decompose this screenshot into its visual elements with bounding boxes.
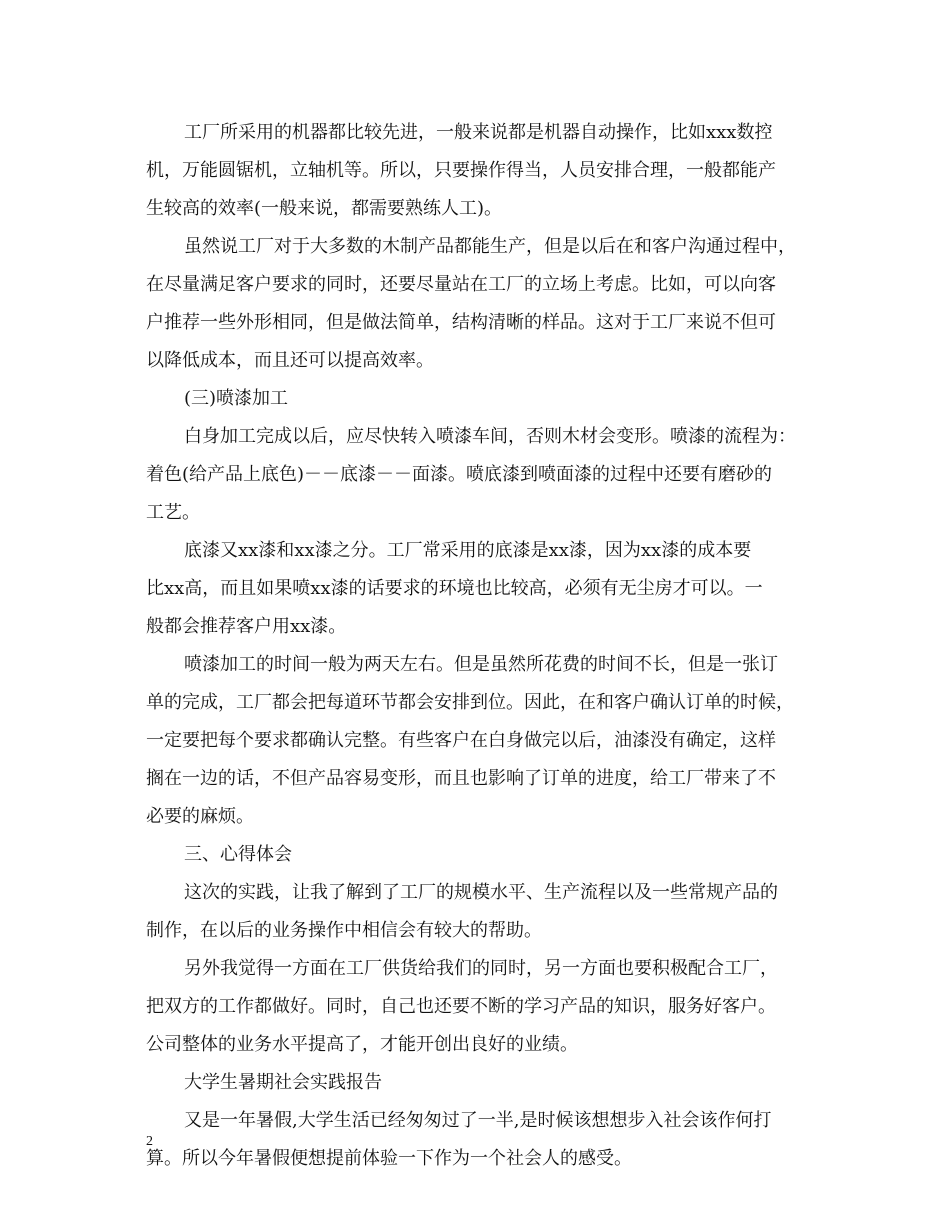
paragraph-line: 着色(给产品上底色)－－底漆－－面漆。喷底漆到喷面漆的过程中还要有磨砂的 [146,464,773,485]
paragraph-line: 虽然说工厂对于大多数的木制产品都能生产，但是以后在和客户沟通过程中， [184,236,796,257]
paragraph-line: 比xx高，而且如果喷xx漆的话要求的环境也比较高，必须有无尘房才可以。一 [146,578,763,599]
paragraph-line: 以降低成本，而且还可以提高效率。 [146,350,434,371]
paragraph-line: 这次的实践，让我了解到了工厂的规模水平、生产流程以及一些常规产品的 [184,882,778,903]
report-title: 大学生暑期社会实践报告 [184,1072,382,1093]
paragraph-line: 制作，在以后的业务操作中相信会有较大的帮助。 [146,920,542,941]
paragraph-line: 喷漆加工的时间一般为两天左右。但是虽然所花费的时间不长，但是一张订 [184,654,778,675]
paragraph-line: 户推荐一些外形相同，但是做法简单，结构清晰的样品。这对于工厂来说不但可 [146,312,776,333]
paragraph-line: 另外我觉得一方面在工厂供货给我们的同时，另一方面也要积极配合工厂， [184,958,778,979]
paragraph-line: 般都会推荐客户用xx漆。 [146,616,347,637]
paragraph-line: 算。所以今年暑假便想提前体验一下作为一个社会人的感受。 [146,1148,632,1169]
paragraph-line: 生较高的效率(一般来说，都需要熟练人工)。 [146,198,503,219]
paragraph-line: 搁在一边的话，不但产品容易变形，而且也影响了订单的进度，给工厂带来了不 [146,768,776,789]
page-number: 2 [146,1134,153,1149]
section-heading: 三、心得体会 [184,844,292,865]
paragraph-line: 一定要把每个要求都确认完整。有些客户在白身做完以后，油漆没有确定，这样 [146,730,776,751]
paragraph-line: 机，万能圆锯机，立轴机等。所以，只要操作得当，人员安排合理，一般都能产 [146,160,776,181]
paragraph-line: 单的完成，工厂都会把每道环节都会安排到位。因此，在和客户确认订单的时候， [146,692,794,713]
paragraph-line: 公司整体的业务水平提高了，才能开创出良好的业绩。 [146,1034,578,1055]
paragraph-line: 必要的麻烦。 [146,806,254,827]
paragraph-line: 工艺。 [146,502,200,523]
paragraph-line: 白身加工完成以后，应尽快转入喷漆车间，否则木材会变形。喷漆的流程为： [184,426,796,447]
section-heading: (三)喷漆加工 [184,388,289,409]
paragraph-line: 又是一年暑假,大学生活已经匆匆过了一半,是时候该想想步入社会该作何打 [184,1110,772,1131]
paragraph-line: 把双方的工作都做好。同时，自己也还要不断的学习产品的知识，服务好客户。 [146,996,776,1017]
paragraph-line: 在尽量满足客户要求的同时，还要尽量站在工厂的立场上考虑。比如，可以向客 [146,274,776,295]
document-body [146,114,806,1178]
paragraph-line: 底漆又xx漆和xx漆之分。工厂常采用的底漆是xx漆，因为xx漆的成本要 [184,540,752,561]
paragraph-line: 工厂所采用的机器都比较先进，一般来说都是机器自动操作，比如xxx数控 [184,122,773,143]
